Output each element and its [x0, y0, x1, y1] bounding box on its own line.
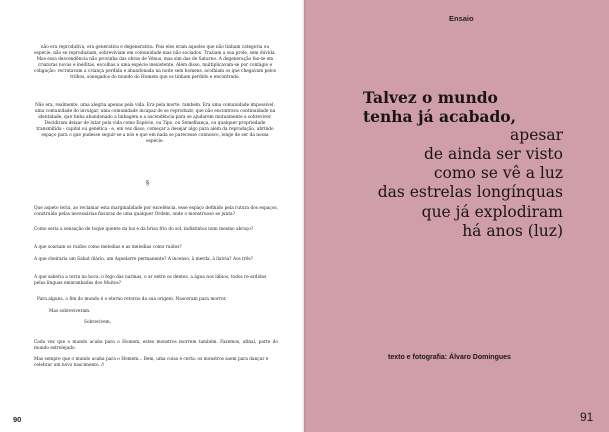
essay-paragraph-4: Como seria a sensação de toque quente da luz e da brisa frio do sol, indistintos num mesmo abraço? [34, 227, 254, 232]
essay-paragraph-6: A que cheiraria um Sabat diário, um Aquelarre permanente? A incenso, à merda, à lixívia? Aos três? [34, 257, 253, 262]
pull-quote-line-2: tenha já acabado, [363, 107, 517, 127]
page-number-right: 91 [580, 410, 594, 424]
pull-quote-line-6: das estrelas longínquas [377, 183, 563, 202]
section-label: Ensaio [449, 14, 474, 23]
page-number-left: 90 [13, 415, 22, 424]
pull-quote-line-5: como se vê a luz [433, 164, 563, 183]
essay-paragraph-1: não era reprodutiva, era generativa e degenerativa. Pois eles eram aqueles que não tinham categoria ou espécie, não se reproduziam, sobreviviam em comunidade mas não sociados. Traziam a sua prole, sem dúvida. Mas essa descendência não provinha das obras de Vénus, mas sim das de Saturno. A degeneração fez-se em criaturas novas e inéditas, escolhas a uma espécie inexistente. Além disso, multiplicavam-se por contágio e coligação: recrutavam a criança perdida e abandonada na noite sem homens, acolhiam os que chegavam pelos trilhos, sonegados do mundo do Homem que os tinham perdido e encontrado. [34, 45, 276, 81]
section-mark: § [146, 180, 149, 187]
author-credit: texto e fotografia: Álvaro Domingues [388, 354, 511, 361]
pull-quote-line-7: que já explodiram [421, 202, 563, 221]
essay-line-survived: Mas sobreviveram. [49, 309, 91, 314]
pull-quote-line-4: de ainda ser visto [424, 145, 563, 164]
essay-line-survive: Sobrevivem. [84, 320, 112, 325]
essay-paragraph-9: Cada vez que o mundo acaba para o Homem, estes monstros morrem também. Fazemos, afinal, parte do mundo estrelejado. [34, 340, 278, 352]
pull-quote-line-3: apesar [510, 126, 563, 145]
page-gutter [302, 0, 306, 432]
pull-quote-line-8: há anos (luz) [462, 221, 563, 240]
pull-quote-line-1: Talvez o mundo [363, 88, 498, 107]
essay-paragraph-5: A que soariam os ruídos como melodias e as melodias como ruídos? [34, 245, 182, 250]
essay-paragraph-8: Para alguns, o fim do mundo é o eterno retorno da sua origem. Nasceram para morrer. [37, 297, 227, 302]
pull-quote [363, 88, 563, 241]
essay-paragraph-7: A que saberia a terra na boca, o fogo das narinas, o ar entre os dentes, a água nos lábios, todos re-ardidos pelas línguas emaranhadas dos Muitos? [34, 275, 267, 287]
essay-paragraph-2: Não era, realmente, uma alegria apenas pela vida. Era pela morte, também. Era uma comunidade impossível, uma comunidade do invulgar, uma comunidade incapaz de se reproduzir, que não encontrava continuidade na identidade, que tinha abandonado a linhagem e a ascendência para se ajudarem mutuamente a sobreviver. Decidiram deixar de lutar pela vida como Espécie, ou Tipo, ou Semelhança, ou qualquer propriedade transmitida - capital ou genética - e, em vez disso, começar a desejar algo para além da reprodução, abrindo espaço para o que pudesse seguir-se a nós e que em nada se parecesse connosco, longe de ser da nossa espécie. [34, 103, 276, 145]
essay-paragraph-10: Mas sempre que o mundo acaba para o Homem... Bem, uma coisa é certa: os monstros saem para dançar e celebrar um novo nascimento. // [34, 357, 269, 369]
essay-paragraph-3: Que aspeto teria, ao reclamar esta marginalidade por excelência, esse espaço definido pela rutura dos espaços, construído pelas necessárias fissuras de uma qualquer Ordem, onde o monstruoso se junta? [34, 206, 278, 218]
